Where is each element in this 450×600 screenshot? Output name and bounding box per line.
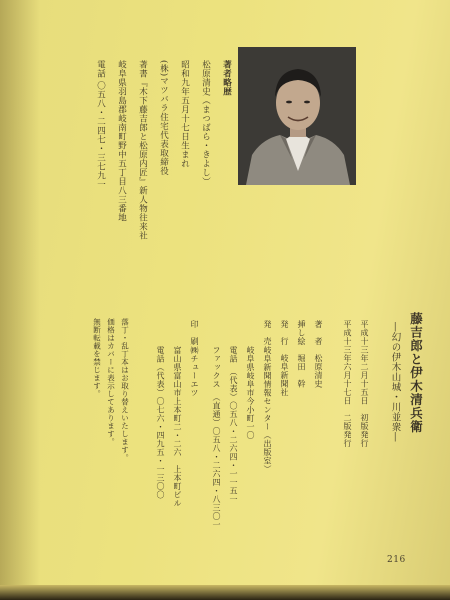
bio-phone: 電話 〇五八・二四七・三七九一	[95, 60, 106, 190]
page-bottom-edge	[0, 585, 450, 600]
printer-phone: 電話（代表）〇七六・四九五・一三〇〇	[156, 346, 165, 499]
publisher-label: 発 売	[263, 320, 272, 346]
printer-name: ㈱チューエツ	[190, 346, 199, 397]
page-number: 216	[387, 555, 406, 565]
publisher-fax: ファックス （直通）〇五八・二六四・八三〇一	[212, 346, 221, 529]
bio-works: 著書『木下藤吉郎と松原内匠』新人物往来社	[137, 60, 148, 240]
issuer-credit: 発 行 岐阜新聞社	[280, 320, 289, 397]
printer-address: 富山県富山市上本町二・二六 上本町ビル	[173, 346, 182, 508]
publisher-name: 岐阜新聞情報センター（出版室）	[263, 346, 272, 474]
price-notice: 価格はカバーに表示してあります。	[106, 318, 116, 446]
publisher-phone: 電話 （代表）〇五八・二六四・一一五一	[229, 346, 238, 504]
printer-label: 印 刷	[190, 320, 199, 346]
first-edition-date: 平成十三年二月十五日 初版発行	[360, 320, 369, 448]
bio-birth: 昭和九年五月十七日生まれ	[179, 60, 190, 168]
spine-shadow	[0, 0, 40, 600]
illustrator-credit: 挿し絵 堀田 幹	[297, 320, 306, 388]
bio-heading: 著者略歴	[221, 60, 232, 96]
publisher-address: 岐阜県岐阜市今小町一〇	[246, 346, 255, 440]
misprint-notice: 落丁・乱丁本はお取り替えいたします。	[120, 318, 130, 462]
bio-address: 岐阜県羽島郡岐南町野中五丁目八三番地	[116, 60, 127, 222]
book-title: 藤吉郎と伊木清兵衛	[408, 312, 424, 434]
bio-company: (株)マツバラ住宅代表取締役	[158, 60, 169, 176]
copyright-notice: 無断転載を禁じます。	[92, 318, 102, 398]
bio-name: 松原清史（まつばら・きよし）	[200, 60, 211, 186]
author-photo	[238, 47, 356, 185]
second-edition-date: 平成十三年六月十七日 二版発行	[343, 320, 352, 448]
author-credit: 著 者 松原清史	[314, 320, 323, 388]
book-subtitle: ―幻の伊木山城・川並衆―	[389, 322, 401, 442]
